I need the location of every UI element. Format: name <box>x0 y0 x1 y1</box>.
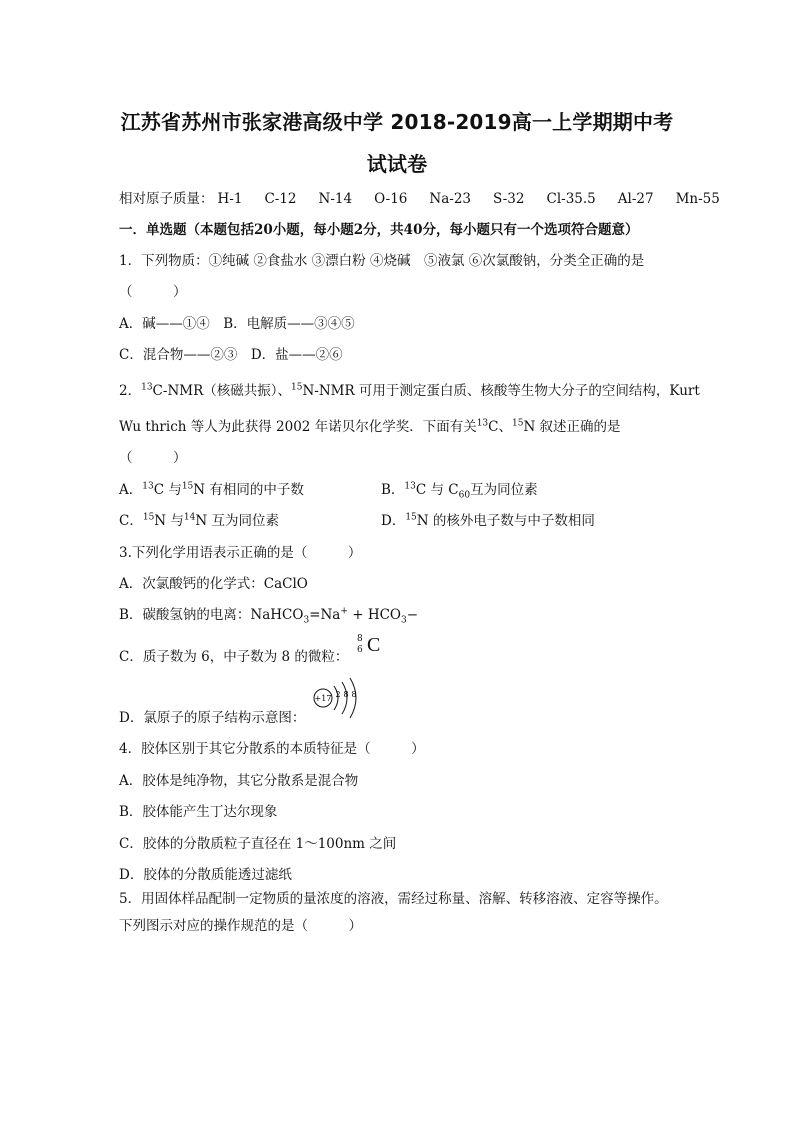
q3-option-c: C．质子数为 6，中子数为 8 的微粒： <box>119 649 349 665</box>
superscript: 15 <box>181 481 194 492</box>
superscript: 15 <box>291 382 303 393</box>
text: N 叙述正确的是 <box>523 419 621 435</box>
shell-electrons: 8 <box>351 690 357 699</box>
shell-electrons: 8 <box>343 690 349 699</box>
text: N 与 <box>154 513 184 529</box>
superscript: 15 <box>405 512 417 523</box>
atomic-mass-item: O-16 <box>374 191 408 207</box>
superscript: 13 <box>141 382 153 393</box>
element-symbol: C <box>367 634 381 656</box>
text: =Na <box>309 607 341 623</box>
nuclide-symbol <box>357 634 387 656</box>
atomic-mass-item: Al-27 <box>617 191 654 207</box>
exam-title-line2: 试试卷 <box>366 152 428 176</box>
q4-option-a: A．胶体是纯净物，其它分散系是混合物 <box>119 773 359 789</box>
text: C-NMR（核磁共振）、 <box>152 383 291 399</box>
q2-option-c <box>119 509 279 529</box>
text: Wu thrich 等人为此获得 2002 年诺贝尔化学奖．下面有关 <box>119 419 477 435</box>
q1-stem: 1．下列物质：①纯碱 ②食盐水 ③漂白粉 ④烧碱 ⑤液氯 ⑥次氯酸钠，分类全正确的是 <box>119 253 645 269</box>
q2-stem-line2 <box>119 415 621 435</box>
atom-structure-diagram <box>312 676 364 720</box>
q2-paren: （ ） <box>119 450 187 466</box>
text: N 有相同的中子数 <box>193 482 304 498</box>
q3-option-b <box>119 603 419 626</box>
superscript: 14 <box>183 512 196 523</box>
q4-option-d: D．胶体的分散质能透过滤纸 <box>119 867 292 883</box>
atomic-mass-item: Na-23 <box>429 191 471 207</box>
atomic-mass-item: N-14 <box>318 191 353 207</box>
atomic-mass-item: Mn-55 <box>675 191 720 207</box>
atomic-number: 6 <box>357 645 363 655</box>
q2-option-b <box>381 478 538 501</box>
q5-stem-line2: 下列图示对应的操作规范的是（ ） <box>119 918 362 934</box>
mass-number: 8 <box>357 634 363 644</box>
shell-electrons: 2 <box>335 690 341 699</box>
q5-stem-line1: 5．用固体样品配制一定物质的量浓度的溶液，需经过称量、溶解、转移溶液、定容等操作。 <box>119 891 668 907</box>
atomic-mass-item: H-1 <box>217 191 243 207</box>
text: C、 <box>488 419 512 435</box>
text: − <box>406 607 419 623</box>
q1-paren: （ ） <box>119 284 187 300</box>
text: C 与 <box>153 482 182 498</box>
text: N 互为同位素 <box>195 513 279 529</box>
text: N 的核外电子数与中子数相同 <box>416 513 595 529</box>
text: 2． <box>119 383 142 399</box>
text: C． <box>119 513 143 529</box>
superscript: 13 <box>476 418 489 429</box>
text: A． <box>119 482 143 498</box>
text: + HCO <box>347 607 401 623</box>
text: D． <box>381 513 406 529</box>
text: B．碳酸氢钠的电离：NaHCO <box>119 607 304 623</box>
q4-option-c: C．胶体的分散质粒子直径在 1～100nm 之间 <box>119 836 397 852</box>
nucleus-charge: +17 <box>314 694 332 703</box>
atomic-mass-line <box>119 187 742 207</box>
q2-option-d <box>381 509 595 529</box>
text: N-NMR 可用于测定蛋白质、核酸等生物大分子的空间结构，Kurt <box>302 383 700 399</box>
q3-stem: 3.下列化学用语表示正确的是（ ） <box>119 545 362 561</box>
exam-title-line1: 江苏省苏州市张家港高级中学 2018-2019高一上学期期中考 <box>120 110 674 134</box>
q4-stem: 4．胶体区别于其它分散系的本质特征是（ ） <box>119 741 425 757</box>
atomic-mass-item: C-12 <box>264 191 297 207</box>
superscript: 13 <box>142 481 154 492</box>
text: 互为同位素 <box>470 482 538 498</box>
subscript: 3 <box>303 615 310 626</box>
q4-option-b: B．胶体能产生丁达尔现象 <box>119 804 278 820</box>
q3-option-d: D．氯原子的原子结构示意图： <box>119 710 306 726</box>
subscript: 3 <box>401 615 407 626</box>
superscript: 13 <box>404 481 416 492</box>
superscript: 15 <box>512 418 524 429</box>
q3-option-a: A．次氯酸钙的化学式：CaClO <box>119 576 308 592</box>
q2-option-a <box>119 478 304 498</box>
text: C 与 C <box>415 482 459 498</box>
q1-options-ab: A．碱——①④ B．电解质——③④⑤ <box>119 316 355 332</box>
superscript: + <box>340 606 348 617</box>
atomic-mass-item: S-32 <box>493 191 525 207</box>
subscript: 60 <box>458 490 471 501</box>
q1-options-cd: C．混合物——②③ D．盐——②⑥ <box>119 347 343 363</box>
q2-stem-line1 <box>119 379 700 399</box>
superscript: 15 <box>142 512 155 523</box>
atomic-mass-label: 相对原子质量： <box>119 191 214 207</box>
atomic-mass-item: Cl-35.5 <box>546 191 596 207</box>
section-heading: 一．单选题（本题包括20小题，每小题2分，共40分，每小题只有一个选项符合题意） <box>119 222 639 238</box>
text: B． <box>381 482 405 498</box>
